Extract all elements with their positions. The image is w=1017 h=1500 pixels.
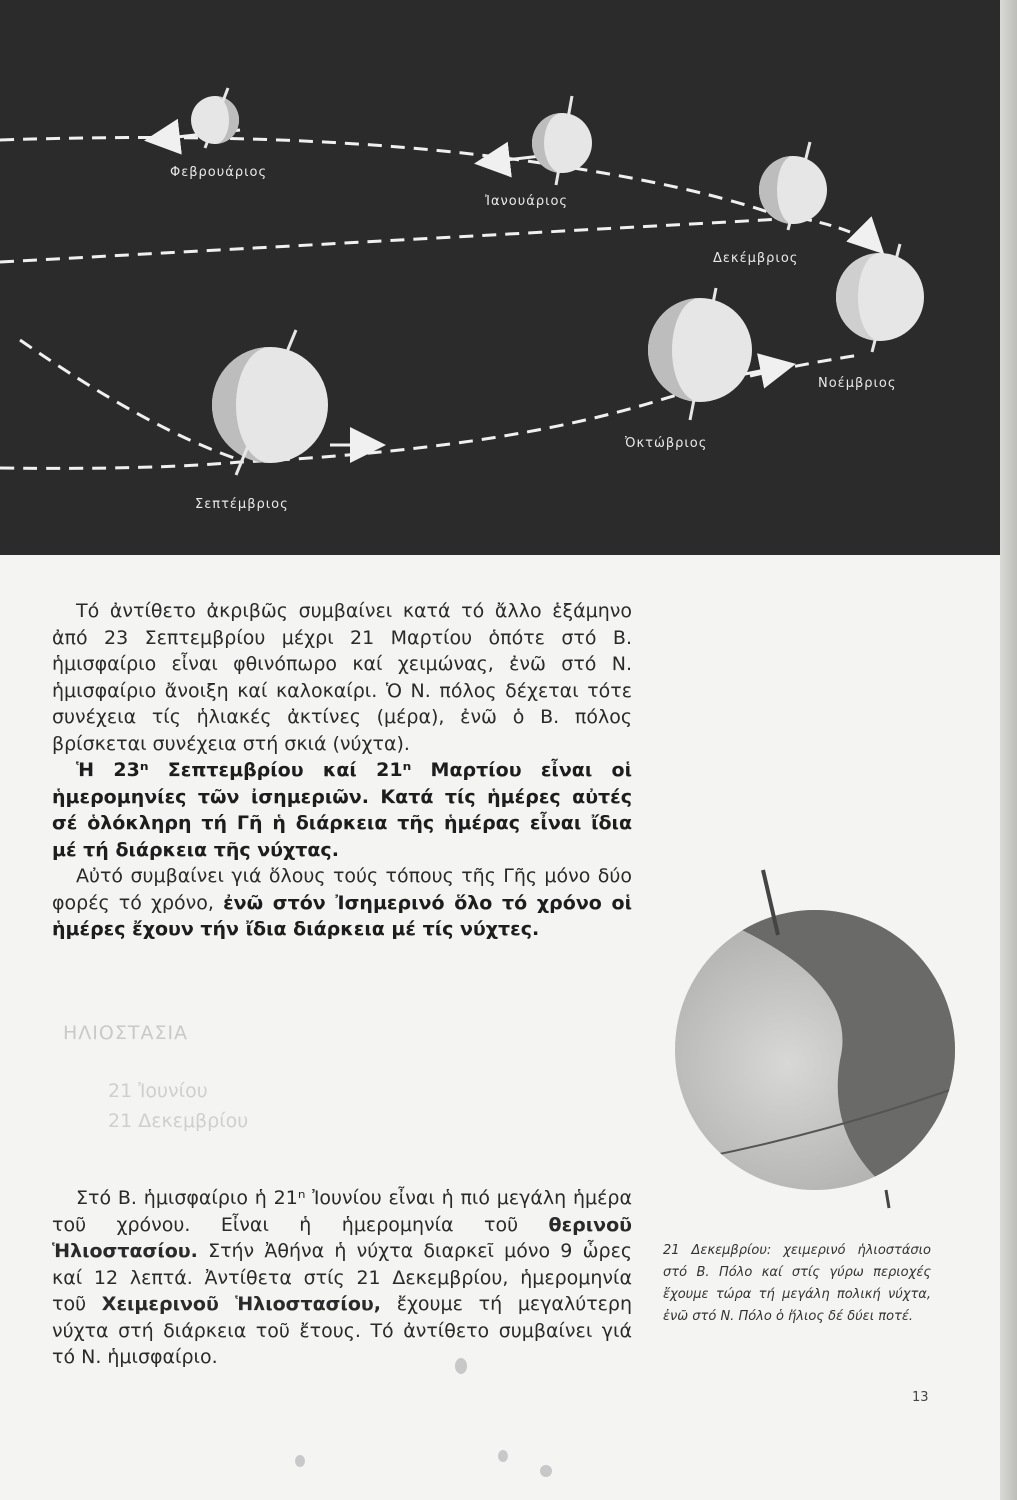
orbit-path-upper bbox=[0, 138, 790, 221]
orbit-path-lower bbox=[20, 340, 240, 460]
paper-speck bbox=[540, 1465, 552, 1477]
page-edge bbox=[1000, 0, 1017, 1500]
globe-photo bbox=[660, 860, 980, 1210]
paragraph-3-bold: ἐνῶ στόν Ἰσημερινό ὅλο τό χρόνο οἱ ἡμέρες ἔχουν τήν ἴδια διάρκεια μέ τίς νύχτες. bbox=[52, 891, 632, 940]
photo-caption: 21 Δεκεμβρίου: χειμερινό ἡλιοστάσιο στό Β. Πόλο καί στίς γύρω περιοχές ἔχουμε τώρα τή μεγάλη πολική νύχτα, ἐνῶ στό Ν. Πόλο ὁ ἥλιος δέ δύει ποτέ. bbox=[663, 1243, 931, 1324]
solstice-date-december: 21 Δεκεμβρίου bbox=[108, 1110, 249, 1132]
paragraph-2 bbox=[52, 757, 632, 863]
solstice-paragraph bbox=[52, 1185, 632, 1371]
summer-solstice-bold: θερινοῦ Ἡλιοστασίου. bbox=[52, 1213, 632, 1262]
main-text bbox=[52, 598, 632, 943]
paragraph-1: Τό ἀντίθετο ἀκριβῶς συμβαίνει κατά τό ἄλλο ἑξάμηνο ἀπό 23 Σεπτεμβρίου μέχρι 21 Μαρτίου ὁπότε στό Β. ἡμισφαίριο εἶναι φθινόπωρο καί χειμώνας, ἐνῶ στό Ν. ἡμισφαίριο ἄνοιξη καί καλοκαίρι. Ὁ Ν. πόλος δέχεται τότε συνέχεια τίς ἡλιακές ἀκτίνες (μέρα), ἐνῶ ὁ Β. πόλος βρίσκεται συνέχεια στή σκιά (νύχτα). bbox=[52, 600, 632, 755]
globe-november bbox=[836, 244, 924, 352]
orbit-path-middle bbox=[0, 218, 800, 262]
paragraph-3-plain: Αὐτό συμβαίνει γιά ὅλους τούς τόπους τῆς Γῆς μόνο δύο φορές τό χρόνο, bbox=[52, 865, 632, 914]
globe-december bbox=[759, 142, 827, 230]
label-december: Δεκέμβριος bbox=[713, 251, 799, 266]
label-november: Νοέμβριος bbox=[818, 376, 897, 391]
solstice-date-june: 21 Ἰουνίου bbox=[108, 1080, 208, 1102]
solstice-text-part3: ἔχουμε τή μεγαλύτερη νύχτα στή διάρκεια τοῦ ἔτους. Τό ἀντίθετο συμβαίνει γιά τό Ν. ἡμισφαίριο. bbox=[52, 1293, 633, 1368]
solstice-text-part2: Στήν Ἀθήνα ἡ νύχτα διαρκεῖ μόνο 9 ὧρες καί 12 λεπτά. Ἀντίθετα στίς 21 Δεκεμβρίου, ἡμερομηνία τοῦ bbox=[52, 1240, 632, 1315]
solstice-text bbox=[52, 1185, 632, 1371]
label-february: Φεβρουάριος bbox=[170, 165, 268, 180]
paragraph-3 bbox=[52, 863, 632, 943]
paper-speck bbox=[455, 1358, 467, 1374]
equinox-bold-text: Ἡ 23ⁿ Σεπτεμβρίου καί 21ⁿ Μαρτίου εἶναι οἱ ἡμερομηνίες τῶν ἰσημεριῶν. Κατά τίς ἡμέρες αὐτές σέ ὁλόκληρη τή Γῆ ἡ διάρκεια τῆς ἡμέρας εἶναι ἴδια μέ τή διάρκεια τῆς νύχτας. bbox=[52, 759, 632, 861]
orbit-path-right bbox=[800, 218, 880, 250]
orbit-figure bbox=[0, 0, 1000, 555]
page-number: 13 bbox=[912, 1390, 929, 1405]
label-september: Σεπτέμβριος bbox=[195, 497, 289, 512]
label-january: Ἰανουάριος bbox=[485, 194, 569, 209]
globe-january bbox=[532, 96, 592, 185]
winter-solstice-bold: Χειμερινοῦ Ἡλιοστασίου, bbox=[101, 1293, 381, 1315]
orbit-diagram bbox=[0, 0, 1000, 555]
section-heading: ΗΛΙΟΣΤΑΣΙΑ bbox=[63, 1022, 189, 1044]
paper-speck bbox=[498, 1450, 508, 1462]
solstice-text-part1: Στό Β. ἡμισφαίριο ἡ 21ⁿ Ἰουνίου εἶναι ἡ πιό μεγάλη ἡμέρα τοῦ χρόνου. Εἶναι ἡ ἡμερομηνία τοῦ bbox=[52, 1187, 632, 1236]
globe-september bbox=[212, 330, 328, 475]
paper-speck bbox=[295, 1455, 305, 1467]
label-october: Ὀκτώβριος bbox=[625, 436, 708, 451]
